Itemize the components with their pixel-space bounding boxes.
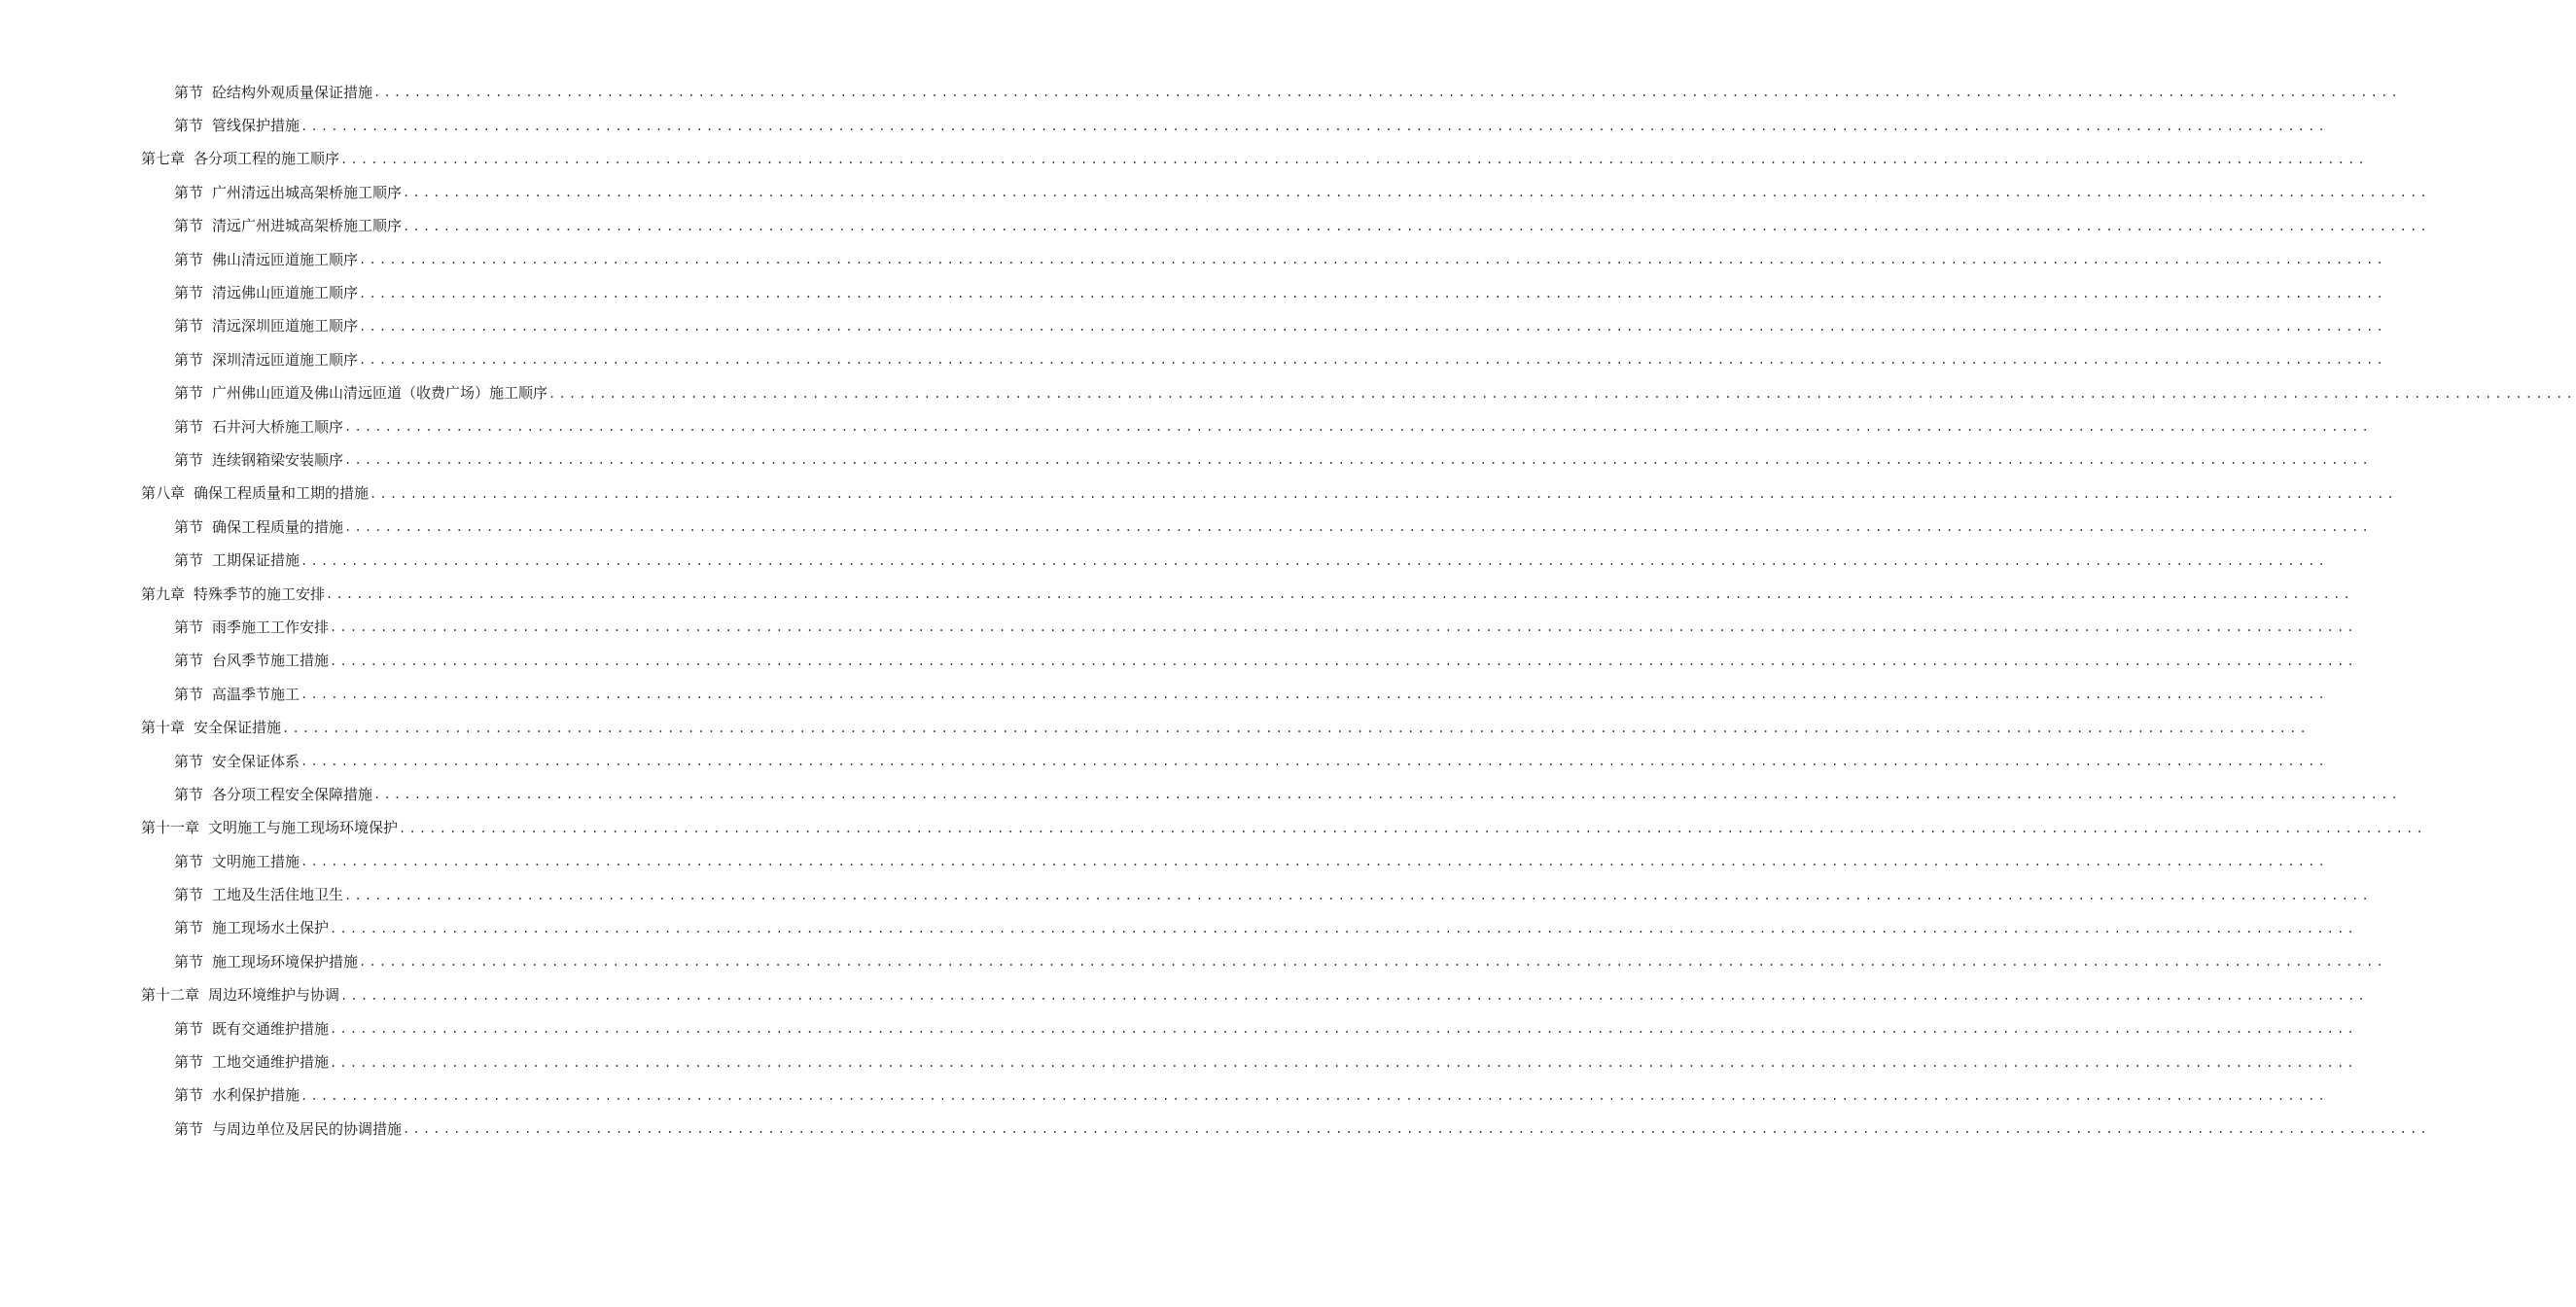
toc-entry-number: 第节 [174, 317, 204, 336]
toc-dot-leader: ........................................................................................................................................................................................................ [326, 587, 2353, 602]
toc-entry-label [174, 286, 358, 300]
toc-chapter-entry[interactable] [141, 477, 2397, 511]
toc-entry-number: 第节 [174, 350, 204, 369]
toc-chapter-entry[interactable] [141, 979, 2368, 1012]
toc-entry-number: 第节 [174, 384, 204, 403]
toc-dot-leader: ........................................................................................................................................................................................................ [344, 888, 2372, 902]
toc-dot-leader: ........................................................................................................................................................................................................ [300, 119, 2328, 133]
toc-section-entry[interactable] [174, 645, 2357, 678]
toc-section-entry[interactable] [174, 878, 2372, 911]
toc-dot-leader: ........................................................................................................................................................................................................ [344, 420, 2372, 435]
toc-section-entry[interactable] [174, 76, 2401, 109]
toc-entry-label [174, 952, 359, 971]
toc-entry-label [141, 584, 326, 603]
toc-entry-number: 第节 [174, 852, 204, 870]
toc-section-entry[interactable] [174, 243, 2386, 276]
toc-section-entry[interactable] [174, 678, 2328, 711]
toc-section-entry[interactable] [174, 443, 2372, 477]
toc-dot-leader: ........................................................................................................................................................................................................ [373, 86, 2401, 100]
toc-entry-label [174, 654, 329, 668]
toc-dot-leader: ........................................................................................................................................................................................................ [340, 152, 2368, 166]
toc-dot-leader: ........................................................................................................................................................................................................ [399, 821, 2426, 835]
toc-entry-number: 第九章 [141, 584, 186, 603]
toc-dot-leader: ........................................................................................................................................................................................................ [359, 955, 2386, 970]
toc-dot-leader: ........................................................................................................................................................................................................ [300, 688, 2328, 702]
toc-entry-label [174, 785, 373, 803]
toc-entry-number: 第节 [174, 517, 204, 536]
toc-entry-title: 工地及生活住地卫生 [212, 886, 344, 904]
toc-entry-label [174, 350, 359, 369]
toc-section-entry[interactable] [174, 1113, 2430, 1146]
toc-section-entry[interactable] [174, 544, 2328, 577]
toc-entry-title: 确保工程质量的措施 [212, 517, 344, 536]
toc-dot-leader: ........................................................................................................................................................................................................ [330, 620, 2357, 635]
toc-entry-number: 第节 [174, 919, 204, 937]
toc-entry-label [174, 620, 329, 635]
toc-entry-number: 第十章 [141, 719, 186, 737]
toc-entry-title: 石井河大桥施工顺序 [212, 417, 344, 436]
toc-section-entry[interactable] [174, 745, 2328, 778]
toc-entry-number: 第节 [174, 1119, 204, 1138]
toc-entry-number: 第节 [174, 450, 204, 469]
toc-section-entry[interactable] [174, 109, 2328, 142]
toc-section-entry[interactable] [174, 377, 2576, 410]
toc-entry-label [174, 888, 343, 902]
toc-entry-title: 广州佛山匝道及佛山清远匝道（收费广场）施工顺序 [212, 384, 548, 403]
toc-dot-leader: ........................................................................................................................................................................................................ [403, 1122, 2430, 1137]
toc-entry-number: 第节 [174, 217, 204, 235]
toc-dot-leader: ........................................................................................................................................................................................................ [300, 755, 2328, 768]
toc-entry-label [174, 852, 300, 870]
toc-dot-leader: ........................................................................................................................................................................................................ [300, 855, 2328, 869]
toc-entry-label [174, 319, 358, 334]
toc-dot-leader: ........................................................................................................................................................................................................ [359, 353, 2386, 368]
toc-chapter-entry[interactable] [141, 578, 2353, 611]
toc-entry-title: 深圳清远匝道施工顺序 [212, 350, 359, 369]
toc-entry-number: 第十一章 [141, 819, 200, 837]
toc-entry-title: 雨季施工工作安排 [212, 618, 330, 636]
toc-entry-label [174, 386, 547, 401]
toc-dot-leader: ........................................................................................................................................................................................................ [330, 1022, 2357, 1037]
toc-entry-label [174, 517, 344, 536]
toc-entry-label [174, 250, 359, 268]
toc-dot-leader: ........................................................................................................................................................................................................ [330, 921, 2357, 936]
toc-section-entry[interactable] [174, 1045, 2357, 1078]
toc-entry-number: 第节 [174, 952, 204, 971]
toc-entry-label [174, 1119, 403, 1138]
toc-dot-leader: ........................................................................................................................................................................................................ [548, 386, 2576, 401]
toc-entry-label [141, 486, 369, 501]
toc-entry-title: 特殊季节的施工安排 [194, 584, 326, 603]
toc-section-entry[interactable] [174, 1012, 2357, 1045]
toc-entry-number: 第节 [174, 1053, 204, 1072]
toc-entry-title: 清远佛山匝道施工顺序 [212, 284, 359, 302]
toc-entry-title: 水利保护措施 [212, 1086, 300, 1105]
toc-entry-label [141, 988, 339, 1003]
toc-entry-number: 第节 [174, 618, 204, 636]
toc-section-entry[interactable] [174, 176, 2430, 209]
toc-chapter-entry[interactable] [141, 711, 2310, 744]
toc-entry-title: 佛山清远匝道施工顺序 [212, 250, 359, 268]
toc-entry-title: 各分项工程的施工顺序 [194, 150, 340, 168]
toc-dot-leader: ........................................................................................................................................................................................................ [300, 1088, 2328, 1103]
toc-dot-leader: ........................................................................................................................................................................................................ [359, 253, 2386, 267]
toc-dot-leader: ........................................................................................................................................................................................................ [300, 553, 2328, 568]
toc-entry-number: 第节 [174, 250, 204, 268]
toc-entry-label [174, 685, 300, 703]
toc-entry-title: 施工现场水土保护 [212, 919, 330, 937]
toc-entry-number: 第节 [174, 1019, 204, 1038]
toc-entry-title: 广州清远出城高架桥施工顺序 [212, 183, 403, 201]
toc-entry-label [141, 152, 339, 166]
toc-entry-number: 第节 [174, 551, 204, 570]
toc-entry-title: 高温季节施工 [212, 685, 300, 703]
toc-chapter-entry[interactable] [141, 812, 2426, 845]
toc-dot-leader: ........................................................................................................................................................................................................ [340, 988, 2368, 1003]
toc-entry-number: 第节 [174, 785, 204, 803]
toc-entry-number: 第节 [174, 685, 204, 703]
toc-dot-leader: ........................................................................................................................................................................................................ [282, 721, 2310, 735]
toc-dot-leader: ........................................................................................................................................................................................................ [344, 453, 2372, 468]
toc-section-entry[interactable] [174, 310, 2386, 343]
toc-entry-title: 文明施工措施 [212, 852, 300, 870]
toc-entry-label [141, 721, 281, 735]
toc-entry-number: 第节 [174, 417, 204, 436]
toc-section-entry[interactable] [174, 210, 2430, 243]
toc-entry-title: 清远深圳匝道施工顺序 [212, 317, 359, 336]
toc-section-entry[interactable] [174, 912, 2357, 945]
toc-entry-label [174, 921, 329, 936]
toc-section-entry[interactable] [174, 778, 2401, 811]
toc-entry-number: 第节 [174, 83, 204, 101]
toc-entry-label [174, 1088, 300, 1103]
toc-section-entry[interactable] [174, 511, 2372, 544]
toc-section-entry[interactable] [174, 1079, 2328, 1113]
toc-entry-title: 文明施工与施工现场环境保护 [208, 819, 399, 837]
toc-entry-title: 砼结构外观质量保证措施 [212, 83, 373, 101]
toc-entry-label [174, 83, 373, 101]
toc-entry-title: 安全保证措施 [194, 719, 282, 737]
toc-dot-leader: ........................................................................................................................................................................................................ [330, 654, 2357, 668]
toc-dot-leader: ........................................................................................................................................................................................................ [370, 486, 2397, 501]
toc-entry-title: 既有交通维护措施 [212, 1019, 330, 1038]
toc-entry-label [174, 553, 300, 568]
toc-entry-label [174, 417, 344, 436]
toc-entry-label [174, 450, 344, 469]
toc-entry-title: 与周边单位及居民的协调措施 [212, 1119, 403, 1138]
toc-entry-number: 第七章 [141, 150, 186, 168]
toc-dot-leader: ........................................................................................................................................................................................................ [359, 286, 2386, 300]
toc-entry-title: 清远广州进城高架桥施工顺序 [212, 217, 403, 235]
toc-entry-title: 管线保护措施 [212, 117, 300, 135]
toc-entry-number: 第节 [174, 284, 204, 302]
toc-dot-leader: ........................................................................................................................................................................................................ [344, 520, 2372, 535]
toc-entry-number: 第节 [174, 886, 204, 904]
toc-entry-title: 工期保证措施 [212, 551, 300, 570]
toc-dot-leader: ........................................................................................................................................................................................................ [359, 319, 2386, 334]
toc-entry-number: 第八章 [141, 484, 186, 503]
toc-entry-number: 第节 [174, 117, 204, 135]
toc-section-entry[interactable] [174, 410, 2372, 443]
toc-entry-title: 确保工程质量和工期的措施 [194, 484, 370, 503]
toc-dot-leader: ........................................................................................................................................................................................................ [330, 1055, 2357, 1070]
toc-entry-number: 第节 [174, 652, 204, 670]
toc-entry-label [174, 752, 300, 770]
toc-entry-label [174, 119, 300, 133]
toc-entry-label [174, 183, 403, 201]
toc-section-entry[interactable] [174, 343, 2386, 376]
toc-section-entry[interactable] [174, 945, 2386, 978]
toc-entry-number: 第节 [174, 183, 204, 201]
toc-entry-title: 连续钢箱梁安装顺序 [212, 450, 344, 469]
toc-entry-title: 施工现场环境保护措施 [212, 952, 359, 971]
toc-entry-label [174, 219, 402, 233]
toc-entry-label [174, 1055, 329, 1070]
table-of-contents [0, 76, 2576, 1147]
toc-entry-title: 台风季节施工措施 [212, 652, 330, 670]
toc-entry-title: 工地交通维护措施 [212, 1053, 330, 1072]
toc-entry-number: 第节 [174, 1086, 204, 1105]
toc-entry-title: 周边环境维护与协调 [208, 986, 340, 1005]
toc-section-entry[interactable] [174, 611, 2357, 644]
toc-section-entry[interactable] [174, 276, 2386, 309]
toc-entry-title: 各分项工程安全保障措施 [212, 785, 373, 803]
toc-dot-leader: ........................................................................................................................................................................................................ [403, 219, 2430, 233]
toc-dot-leader: ........................................................................................................................................................................................................ [373, 788, 2401, 802]
toc-entry-title: 安全保证体系 [212, 752, 300, 770]
toc-chapter-entry[interactable] [141, 143, 2368, 176]
toc-entry-number: 第十二章 [141, 986, 200, 1005]
toc-entry-label [174, 1019, 330, 1038]
toc-entry-label [141, 821, 398, 835]
toc-section-entry[interactable] [174, 845, 2328, 878]
toc-dot-leader: ........................................................................................................................................................................................................ [403, 186, 2430, 200]
toc-entry-number: 第节 [174, 752, 204, 770]
